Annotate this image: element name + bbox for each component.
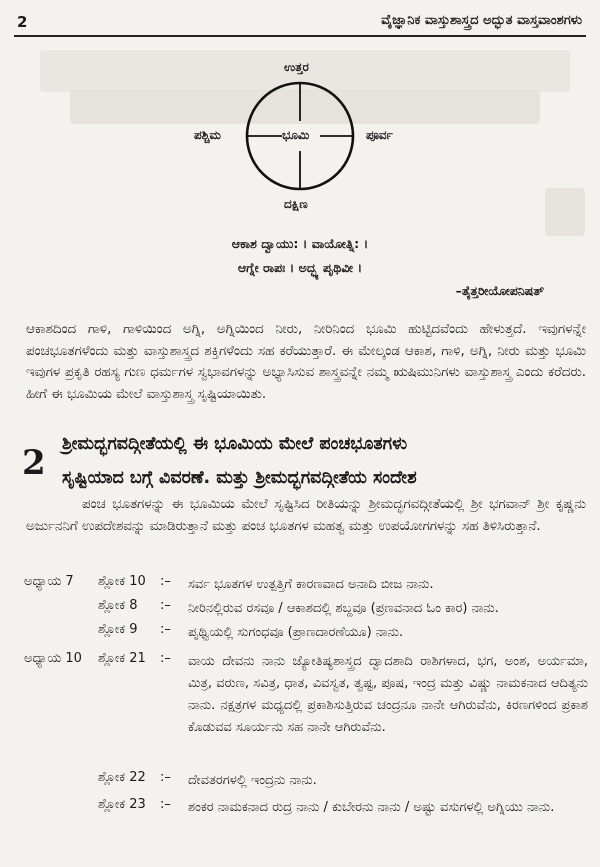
verse-chapter: ಅಧ್ಯಾಯ 7	[24, 574, 74, 589]
intro-text: ಆಕಾಶದಿಂದ ಗಾಳಿ, ಗಾಳಿಯಿಂದ ಅಗ್ನಿ, ಅಗ್ನಿಯಿಂದ ನೀರು, ನೀರಿನಿಂದ ಭೂಮಿ ಹುಟ್ಟಿದವೆಂದು ಹೇಳುತ್ತದೆ. ಇವುಗಳನ್ನೇ ಪಂಚಭೂತಗಳೆಂದು ಮತ್ತು ವಾಸ್ತುಶಾಸ್ತ್ರದ ಶಕ್ತಿಗಳೆಂದು ಸಹ ಕರೆಯುತ್ತಾರೆ. ಈ ಮೇಲ್ಕಂಡ ಆಕಾಶ, ಗಾಳಿ, ಅಗ್ನಿ, ನೀರು ಮತ್ತು ಭೂಮಿ ಇವುಗಳ ಪ್ರಕೃತಿ ರಹಸ್ಯ ಗುಣ ಧರ್ಮಗಳ ಸ್ವಭಾವಗಳನ್ನು ಅಭ್ಯಾಸಿಸುವ ಶಾಸ್ತ್ರವನ್ನೇ ನಮ್ಮ ಋಷಿಮುನಿಗಳು ವಾಸ್ತುಶಾಸ್ತ್ರ ಎಂದು ಕರೆದರು. ಹೀಗೆ ಈ ಭೂಮಿಯ ಮೇಲೆ ವಾಸ್ತುಶಾಸ್ತ್ರ ಸೃಷ್ಟಿಯಾಯಿತು.	[26, 322, 586, 402]
section-body-paragraph	[26, 494, 586, 537]
compass-north-label: ಉತ್ತರ	[284, 60, 309, 74]
running-title: ವೈಜ್ಞಾನಿಕ ವಾಸ್ತುಶಾಸ್ತ್ರದ ಅದ್ಭುತ ವಾಸ್ತವಾಂಶಗಳು	[381, 13, 582, 28]
verse-shloka: ಶ್ಲೋಕ 22	[98, 770, 146, 785]
verse-chapter: ಅಧ್ಯಾಯ 10	[24, 651, 82, 666]
page-number: 2	[17, 13, 28, 31]
header-rule	[14, 35, 586, 37]
verse-separator: :–	[160, 797, 171, 812]
verse-shloka: ಶ್ಲೋಕ 10	[98, 574, 146, 589]
verse-shloka: ಶ್ಲೋಕ 23	[98, 797, 146, 812]
section-heading	[62, 427, 582, 495]
verse-separator: :–	[160, 651, 171, 666]
verse-text: ಸರ್ವ ಭೂತಗಳ ಉತ್ಪತ್ತಿಗೆ ಕಾರಣವಾದ ಅನಾದಿ ಬೀಜ ನಾನು.	[188, 577, 434, 592]
shloka-source: –ತೈತ್ತರೀಯೋಪನಿಷತ್	[455, 283, 544, 298]
compass-circle-graphic	[170, 55, 430, 240]
section-number: 2	[22, 443, 46, 483]
shloka-line-2: ಆಗ್ನೇ ರಾಪಃ । ಅದ್ಭ್ಯ ಪೃಥಿವೀ ।	[237, 260, 363, 275]
section-body-text: ಪಂಚ ಭೂತಗಳನ್ನು ಈ ಭೂಮಿಯ ಮೇಲೆ ಸೃಷ್ಟಿಸಿದ ರೀತಿಯನ್ನು ಶ್ರೀಮದ್ಭಗವದ್ಗೀತೆಯಲ್ಲಿ ಶ್ರೀ ಭಗವಾನ್ ಶ್ರೀ ಕೃಷ್ಣನು ಅರ್ಜುನನಿಗೆ ಉಪದೇಶವನ್ನು ಮಾಡಿರುತ್ತಾನೆ ಮತ್ತು ಪಂಚ ಭೂತಗಳ ಮಹತ್ವ ಮತ್ತು ಉಪಯೋಗಗಳನ್ನು ಸಹ ತಿಳಿಸಿರುತ್ತಾನೆ.	[26, 497, 586, 534]
compass-center-label: ಭೂಮಿ	[282, 128, 310, 142]
section-heading-line-2: ಸೃಷ್ಟಿಯಾದ ಬಗ್ಗೆ ವಿವರಣೆ. ಮತ್ತು ಶ್ರೀಮದ್ಭಗವದ್ಗೀತೆಯ ಸಂದೇಶ	[62, 468, 417, 488]
verse-separator: :–	[160, 598, 171, 613]
bleed-through-block	[545, 188, 585, 236]
shloka-line-1: ಆಕಾಶ ದ್ವಾಯು: । ವಾಯೋತ್ನಿ: ।	[231, 236, 369, 251]
compass-diagram	[170, 55, 430, 240]
verse-text: ದೇವತರಗಳಲ್ಲಿ ಇಂದ್ರನು ನಾನು.	[188, 773, 317, 788]
verse-text: ವಾಯ ದೇವನು ನಾನು ಜ್ಯೋತಿಷ್ಯಶಾಸ್ತ್ರದ ದ್ವಾದಶಾದಿ ರಾಶಿಗಳಾದ, ಭಗ, ಅಂಶ, ಅರ್ಯಮಾ, ಮಿತ್ರ, ವರುಣ, ಸವಿತ್ರ, ಧಾತ, ವಿವಸ್ವತ, ತ್ವಷ್ಟ, ಪೂಷ, ಇಂದ್ರ ಮತ್ತು ವಿಷ್ಣು ನಾಮಕನಾದ ಆದಿತ್ಯನು ನಾನು. ನಕ್ಷತ್ರಗಳ ಮಧ್ಯದಲ್ಲಿ ಪ್ರಕಾಶಿಸುತ್ತಿರುವ ಚಂದ್ರನೂ ನಾನೇ ಆಗಿರುವೆನು, ಕಿರಣಗಳಿಂದ ಪ್ರಕಾಶ ಕೊಡುವವ ಸೂರ್ಯನು ಸಹ ನಾನೇ ಆಗಿರುವೆನು.	[188, 654, 588, 735]
verse-separator: :–	[160, 574, 171, 589]
verse-shloka: ಶ್ಲೋಕ 9	[98, 622, 138, 637]
verse-text: ನೀರಿನಲ್ಲಿರುವ ರಸವೂ / ಆಕಾಶದಲ್ಲಿ ಶಬ್ದವೂ (ಪ್ರಣವನಾದ ಓಂ ಕಾರ) ನಾನು.	[188, 601, 499, 616]
compass-east-label: ಪೂರ್ವ	[366, 128, 393, 142]
verse-separator: :–	[160, 770, 171, 785]
verse-text: ಶಂಕರ ನಾಮಕನಾದ ರುದ್ರ ನಾನು / ಕುಬೇರನು ನಾನು / ಅಷ್ಟು ವಸುಗಳಲ್ಲಿ ಅಗ್ನಿಯು ನಾನು.	[188, 800, 555, 815]
intro-paragraph	[26, 319, 586, 405]
verse-text: ಪೃಥ್ವಿಯಲ್ಲಿ ಸುಗಂಧವೂ (ಪ್ರಾಣದಾರಣೆಯೂ) ನಾನು.	[188, 625, 404, 640]
verse-shloka: ಶ್ಲೋಕ 21	[98, 651, 146, 666]
verse-separator: :–	[160, 622, 171, 637]
compass-west-label: ಪಶ್ಚಿಮ	[194, 128, 221, 142]
compass-south-label: ದಕ್ಷಿಣ	[284, 197, 308, 211]
verse-shloka: ಶ್ಲೋಕ 8	[98, 598, 138, 613]
section-heading-line-1: ಶ್ರೀಮದ್ಭಗವದ್ಗೀತೆಯಲ್ಲಿ ಈ ಭೂಮಿಯ ಮೇಲೆ ಪಂಚಭೂತಗಳು	[62, 434, 408, 454]
